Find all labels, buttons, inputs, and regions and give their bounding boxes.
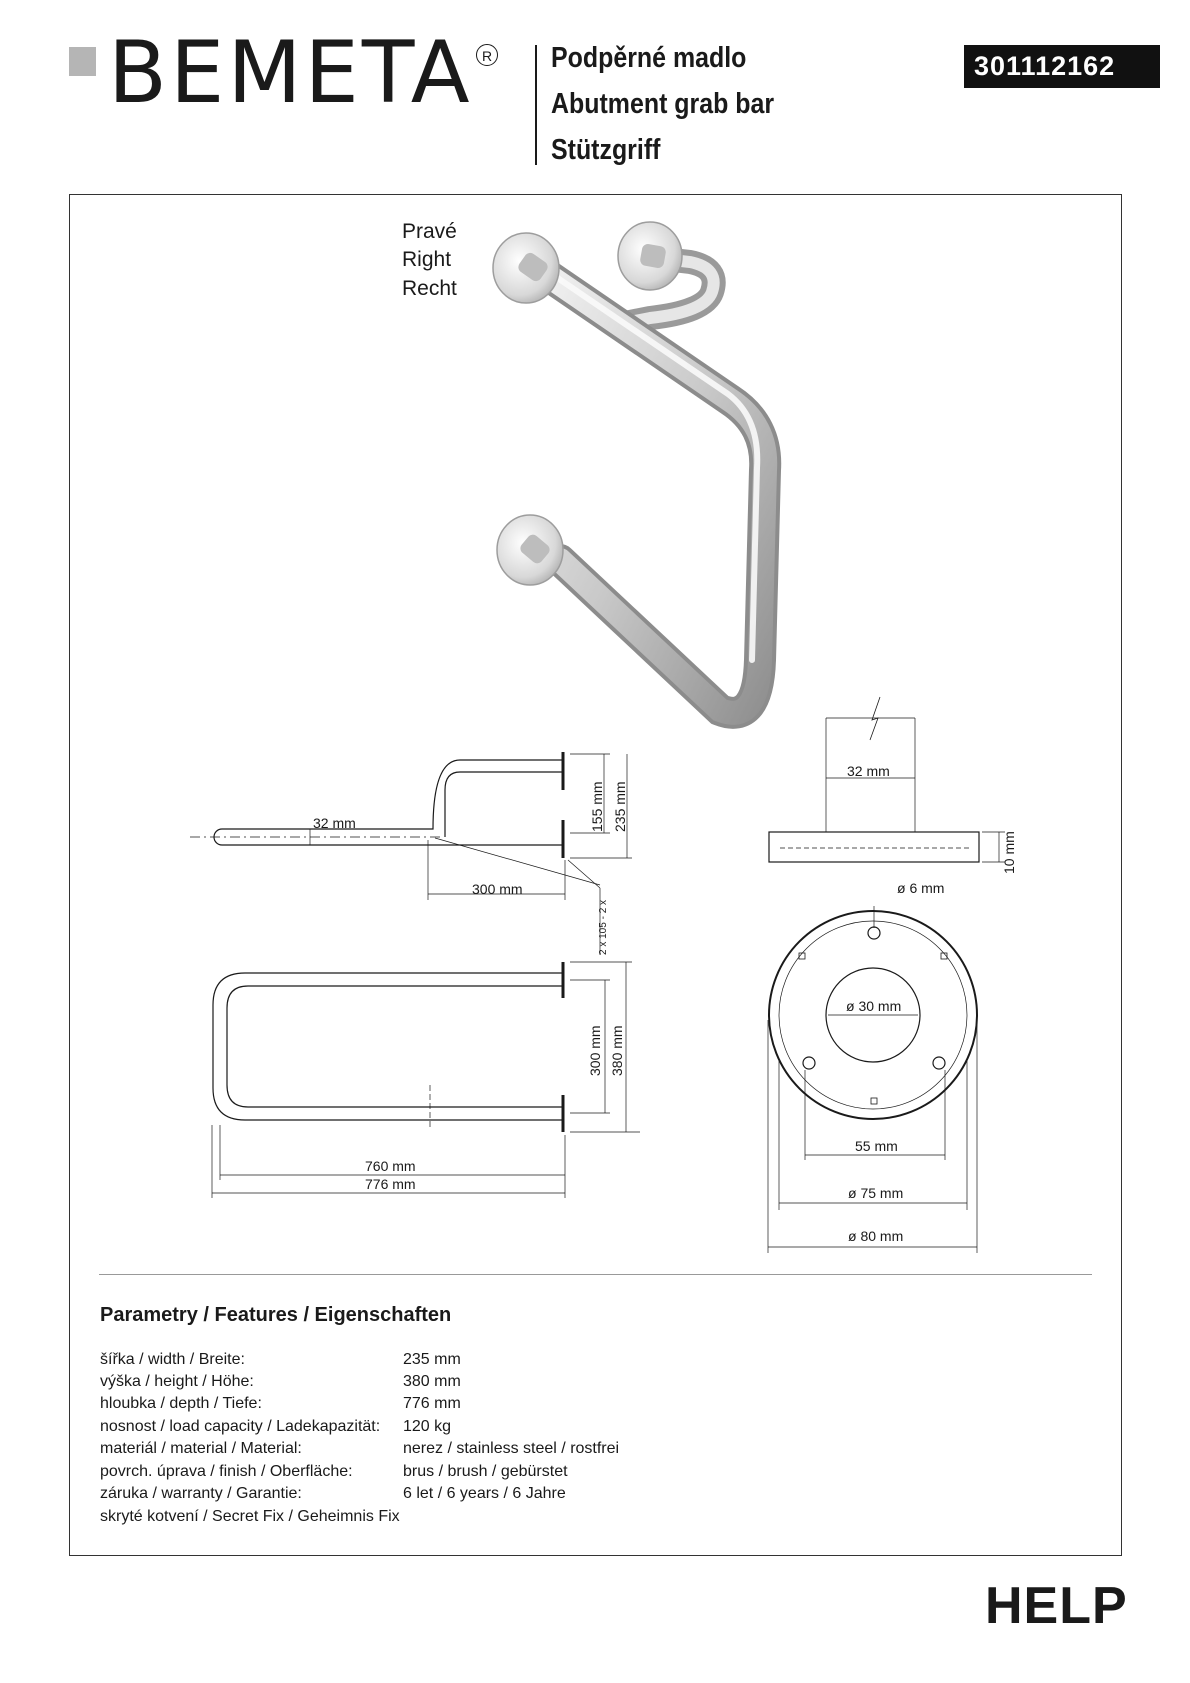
dim-total-length: 776 mm (365, 1176, 416, 1192)
dim-outer-spacing: 380 mm (609, 1025, 625, 1076)
spec-value: 120 kg (403, 1418, 452, 1435)
spec-value: 235 mm (403, 1351, 461, 1368)
spec-label: nosnost / load capacity / Ladekapazität: (100, 1418, 381, 1435)
dim-flange-tube: 32 mm (847, 763, 890, 779)
spec-label: záruka / warranty / Garantie: (100, 1485, 302, 1502)
dim-outer-height: 235 mm (612, 781, 628, 832)
spec-value: nerez / stainless steel / rostfrei (403, 1440, 620, 1457)
top-view (212, 962, 640, 1198)
side-view (190, 752, 632, 955)
product-code: 301112162 (964, 45, 1160, 88)
spec-value: 6 let / 6 years / 6 Jahre (403, 1485, 566, 1502)
dim-inner-height: 155 mm (589, 781, 605, 832)
title-de: Stützgriff (551, 134, 661, 166)
spec-label: šířka / width / Breite: (100, 1351, 245, 1368)
brand-logo: BEMETA (108, 23, 473, 123)
dim-flange-diameter: ø 80 mm (848, 1228, 904, 1244)
flange-side-view (769, 697, 1005, 862)
spec-label: výška / height / Höhe: (100, 1373, 254, 1390)
registered-mark: R (476, 44, 498, 66)
dim-inner-circle: ø 75 mm (848, 1185, 904, 1201)
params-title: Parametry / Features / Eigenschaften (100, 1304, 452, 1326)
dim-hole-spacing: 55 mm (855, 1138, 898, 1154)
variant-en: Right (402, 248, 452, 271)
variant-cz: Pravé (402, 220, 457, 243)
spec-label: hloubka / depth / Tiefe: (100, 1395, 262, 1412)
variant-de: Recht (402, 277, 457, 300)
section-divider (99, 1274, 1092, 1275)
spec-label: povrch. úprava / finish / Oberfläche: (100, 1463, 353, 1480)
dim-screw-hole: ø 6 mm (897, 880, 945, 896)
dim-flange-thickness: 10 mm (1001, 831, 1017, 874)
dim-return-length: 300 mm (472, 881, 523, 897)
dim-inner-spacing: 300 mm (587, 1025, 603, 1076)
dim-center-hole: ø 30 mm (846, 998, 902, 1014)
spec-value: brus / brush / gebürstet (403, 1463, 568, 1480)
spec-label: skryté kotvení / Secret Fix / Geheimnis Fix (100, 1508, 400, 1525)
title-cz: Podpěrné madlo (551, 42, 747, 74)
dim-inner-length: 760 mm (365, 1158, 416, 1174)
dim-screws: 2 x 105 - 2 x (598, 899, 609, 955)
dim-tube-diameter: 32 mm (313, 815, 356, 831)
spec-value: 380 mm (403, 1373, 461, 1390)
series-name: HELP (985, 1577, 1128, 1635)
spec-label: materiál / material / Material: (100, 1440, 302, 1457)
title-en: Abutment grab bar (551, 88, 775, 120)
spec-value: 776 mm (403, 1395, 461, 1412)
